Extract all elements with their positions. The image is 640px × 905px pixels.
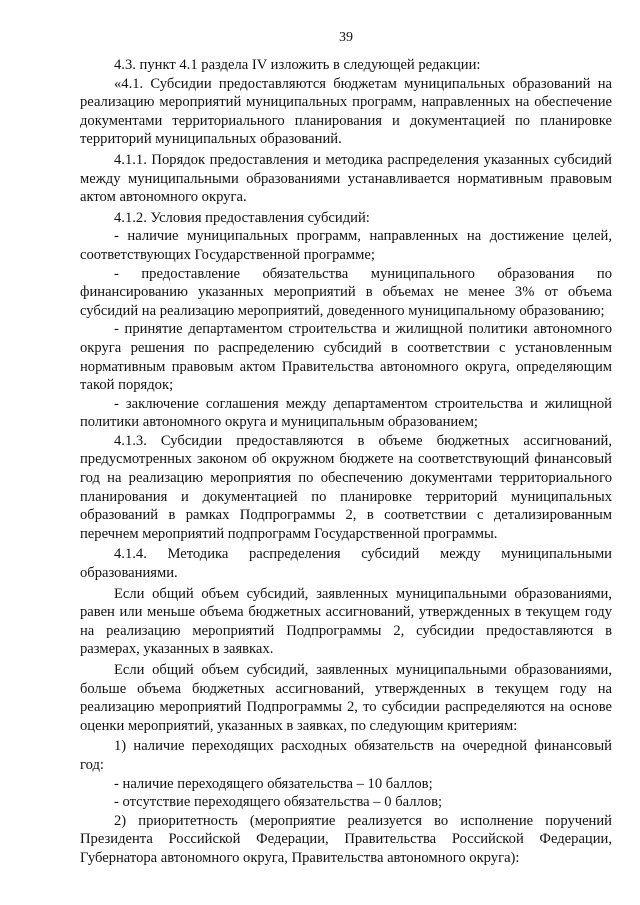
paragraph-4-1: «4.1. Субсидии предоставляются бюджетам муниципальных образований на реализацию мероприятий муниципальных программ, направленных на обеспечение документами территориального планирования и документацией по планировке территорий муниципальных образований.: [80, 75, 612, 148]
paragraph-4-1-3: 4.1.3. Субсидии предоставляются в объеме бюджетных ассигнований, предусмотренных законом об окружном бюджете на соответствующий финансовый год на реализацию мероприятия по обеспечению документами территориального планирования и документацией по планировке территорий муниципальных образований в рамках Подпрограммы 2, в соответствии с детализированным перечнем мероприятий подпрограмм Государственной программы.: [80, 432, 612, 542]
paragraph-4-1-1: 4.1.1. Порядок предоставления и методика распределения указанных субсидий между муниципальными образованиями устанавливается нормативным правовым актом автономного округа.: [80, 151, 612, 206]
document-body: [80, 56, 612, 868]
list-item-condition-obligation: - предоставление обязательства муниципального образования по финансированию указанных мероприятий в объемах не менее 3% от объема субсидий на реализацию мероприятий, доведенного муниципальному образованию;: [80, 265, 612, 319]
paragraph-greater: Если общий объем субсидий, заявленных муниципальными образованиями, больше объема бюджетных ассигнований, утвержденных в текущем году на реализацию мероприятий Подпрограммы 2, то субсидии распределяются на основе оценки мероприятий, указанных в заявках, по следующим критериям:: [80, 662, 612, 734]
criterion-1-option-absent: - отсутствие переходящего обязательства – 0 баллов;: [114, 794, 443, 811]
list-item-condition-agreement: - заключение соглашения между департаментом строительства и жилищной политики автономного округа и муниципальным образованием;: [80, 395, 612, 431]
page-number: 39: [339, 30, 353, 45]
paragraph-amendment-intro: 4.3. пункт 4.1 раздела IV изложить в следующей редакции:: [114, 57, 481, 73]
paragraph-equal-or-less: Если общий объем субсидий, заявленных муниципальными образованиями, равен или меньше объема бюджетных ассигнований, утвержденных в текущем году на реализацию мероприятий Подпрограммы 2, субсидии предоставляются в размерах, указанных в заявках.: [80, 585, 612, 658]
criterion-1-option-present: - наличие переходящего обязательства – 10 баллов;: [114, 775, 433, 792]
list-item-condition-decision: - принятие департаментом строительства и жилищной политики автономного округа решения по распределению субсидий в соответствии с установленным нормативным правовым актом Правительства автономного округа, определяющим такой порядок;: [80, 321, 612, 394]
criterion-1: 1) наличие переходящих расходных обязательств на очередной финансовый год:: [80, 738, 612, 773]
criterion-2: 2) приоритетность (мероприятие реализуется во исполнение поручений Президента Российской Федерации, Правительства Российской Федерации, Губернатора автономного округа, Правительства автономного округа):: [80, 812, 612, 866]
list-item-condition-programs: - наличие муниципальных программ, направленных на достижение целей, соответствующих Государственной программе;: [80, 228, 612, 263]
paragraph-4-1-4: 4.1.4. Методика распределения субсидий между муниципальными образованиями.: [80, 546, 612, 582]
paragraph-4-1-2: 4.1.2. Условия предоставления субсидий:: [114, 209, 370, 226]
